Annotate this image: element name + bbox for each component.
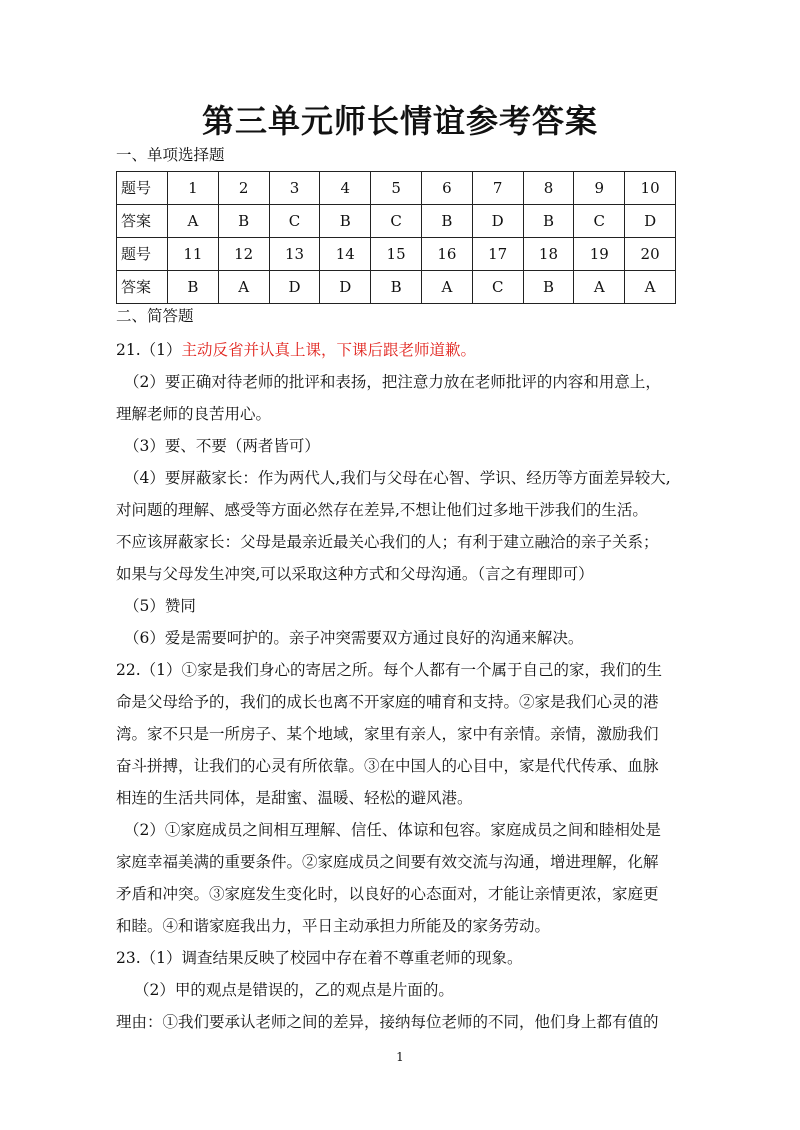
- q22-line-1: 22.（1）①家是我们身心的寄居之所。每个人都有一个属于自己的家，我们的生: [116, 661, 663, 679]
- table-cell: 1: [168, 172, 219, 205]
- q22-line-4: 奋斗拼搏，让我们的心灵有所依靠。③在中国人的心目中，家是代代传承、血脉: [116, 757, 659, 775]
- table-cell: 18: [523, 238, 574, 271]
- table-cell: A: [168, 205, 219, 238]
- page-title: 第三单元师长情谊参考答案: [201, 102, 598, 140]
- table-cell: 9: [574, 172, 625, 205]
- section-heading-choice: 一、单项选择题: [116, 146, 225, 164]
- table-cell: A: [625, 271, 676, 304]
- q21-answer-1: [116, 340, 686, 360]
- table-cell: B: [523, 205, 574, 238]
- q21-answer-6: （6）爱是需要呵护的。亲子冲突需要双方通过良好的沟通来解决。: [124, 629, 584, 647]
- table-cell: 10: [625, 172, 676, 205]
- q22-line-3: 湾。家不只是一所房子、某个地域，家里有亲人，家中有亲情。亲情，激励我们: [116, 725, 659, 743]
- answer-table: [116, 171, 676, 304]
- table-cell: D: [320, 271, 371, 304]
- q23-line-2: （2）甲的观点是错误的，乙的观点是片面的。: [134, 981, 454, 999]
- table-cell: 5: [371, 172, 422, 205]
- q22-line-2: 命是父母给予的，我们的成长也离不开家庭的哺育和支持。②家是我们心灵的港: [116, 693, 659, 711]
- q21-answer-2-line2: 理解老师的良苦用心。: [116, 405, 272, 423]
- table-cell: 6: [421, 172, 472, 205]
- table-cell: D: [472, 205, 523, 238]
- table-cell: 3: [269, 172, 320, 205]
- q22-line-7: 家庭幸福美满的重要条件。②家庭成员之间要有效交流与沟通，增进理解，化解: [116, 853, 659, 871]
- q22-line-6: （2）①家庭成员之间相互理解、信任、体谅和包容。家庭成员之间和睦相处是: [124, 821, 661, 839]
- table-cell: 19: [574, 238, 625, 271]
- section-heading-short-answer: 二、简答题: [116, 307, 194, 325]
- q21-answer-4-line4: 如果与父母发生冲突,可以采取这种方式和父母沟通。（言之有理即可）: [116, 565, 594, 583]
- table-cell: D: [269, 271, 320, 304]
- q23-line-3: 理由：①我们要承认老师之间的差异，接纳每位老师的不同，他们身上都有值的: [116, 1013, 659, 1031]
- table-cell: 8: [523, 172, 574, 205]
- table-cell: 4: [320, 172, 371, 205]
- table-cell: 7: [472, 172, 523, 205]
- row-label: 题号: [117, 238, 168, 271]
- table-cell: 11: [168, 238, 219, 271]
- table-row: [117, 172, 676, 205]
- table-cell: B: [320, 205, 371, 238]
- q23-line-1: 23.（1）调查结果反映了校园中存在着不尊重老师的现象。: [116, 949, 523, 967]
- q22-line-5: 相连的生活共同体，是甜蜜、温暖、轻松的避风港。: [116, 789, 473, 807]
- table-cell: C: [371, 205, 422, 238]
- q21-answer-4-line1: （4）要屏蔽家长：作为两代人,我们与父母在心智、学识、经历等方面差异较大,: [124, 469, 671, 487]
- q21-answer-5: （5）赞同: [124, 597, 196, 615]
- q21-prefix: 21.（1）: [116, 341, 182, 359]
- table-cell: B: [218, 205, 269, 238]
- table-cell: B: [371, 271, 422, 304]
- row-label: 答案: [117, 271, 168, 304]
- table-row: [117, 271, 676, 304]
- q21-answer-1-highlight: 主动反省并认真上课，下课后跟老师道歉。: [181, 341, 477, 359]
- page-number: 1: [396, 1050, 404, 1064]
- table-cell: 12: [218, 238, 269, 271]
- table-cell: 20: [625, 238, 676, 271]
- row-label: 题号: [117, 172, 168, 205]
- table-cell: 16: [421, 238, 472, 271]
- q21-answer-4-line2: 对问题的理解、感受等方面必然存在差异,不想让他们过多地干涉我们的生活。: [116, 501, 648, 519]
- table-cell: B: [168, 271, 219, 304]
- table-cell: B: [421, 205, 472, 238]
- row-label: 答案: [117, 205, 168, 238]
- q21-answer-4-line3: 不应该屏蔽家长：父母是最亲近最关心我们的人；有利于建立融洽的亲子关系；: [116, 533, 659, 551]
- table-cell: 13: [269, 238, 320, 271]
- table-cell: C: [269, 205, 320, 238]
- table-cell: C: [574, 205, 625, 238]
- table-cell: 17: [472, 238, 523, 271]
- table-cell: A: [421, 271, 472, 304]
- table-cell: A: [218, 271, 269, 304]
- table-cell: A: [574, 271, 625, 304]
- q21-answer-3: （3）要、不要（两者皆可）: [124, 437, 320, 455]
- table-cell: 14: [320, 238, 371, 271]
- q21-answer-2-line1: （2）要正确对待老师的批评和表扬，把注意力放在老师批评的内容和用意上，: [124, 373, 661, 391]
- table-cell: 2: [218, 172, 269, 205]
- table-row: [117, 238, 676, 271]
- table-row: [117, 205, 676, 238]
- q22-line-9: 和睦。④和谐家庭我出力，平日主动承担力所能及的家务劳动。: [116, 917, 551, 935]
- table-cell: B: [523, 271, 574, 304]
- q22-line-8: 矛盾和冲突。③家庭发生变化时，以良好的心态面对，才能让亲情更浓，家庭更: [116, 885, 659, 903]
- table-cell: D: [625, 205, 676, 238]
- table-cell: C: [472, 271, 523, 304]
- table-cell: 15: [371, 238, 422, 271]
